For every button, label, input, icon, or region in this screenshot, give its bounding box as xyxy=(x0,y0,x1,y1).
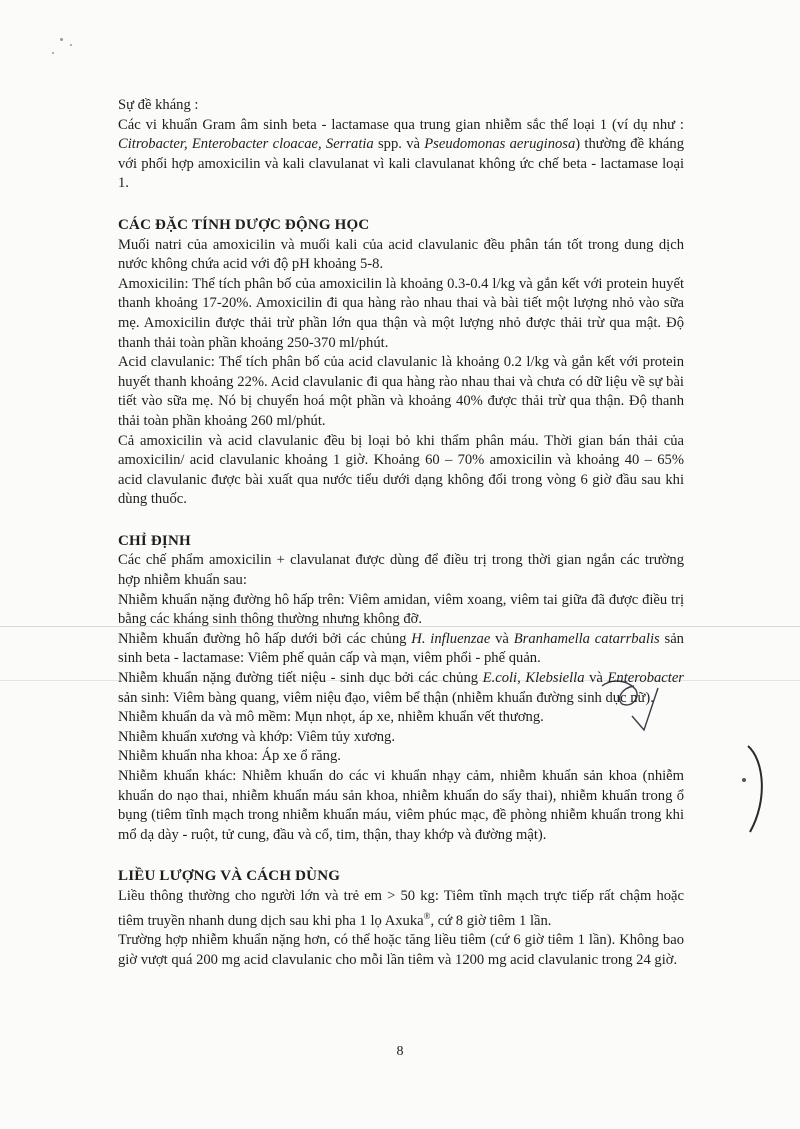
indication-dental: Nhiễm khuẩn nha khoa: Áp xe ổ răng. xyxy=(118,748,341,765)
pk-paragraph: Muối natri của amoxicilin và muối kali của acid clavulanic đều phân tán tốt trong dung dịch nước không chứa acid với độ pH khoảng 5-8. xyxy=(118,236,684,273)
dosage-paragraph: Liều thông thường cho người lớn và trẻ em > 50 kg: Tiêm tĩnh mạch trực tiếp rất chậm hoặc tiêm truyền nhanh dung dịch sau khi pha 1 lọ Axuka®, cứ 8 giờ tiêm 1 lần. xyxy=(118,887,684,929)
dosage-paragraph: Trường hợp nhiễm khuẩn nặng hơn, có thể hoặc tăng liều tiêm (cứ 6 giờ tiêm 1 lần). Không bao giờ vượt quá 200 mg acid clavulanic cho mỗi lần tiêm và 1200 mg acid clavulanic trong 24 giờ. xyxy=(118,932,684,968)
indication-urogenital: Nhiễm khuẩn nặng đường tiết niệu - sinh dục bởi các chủng E.coli, Klebsiella và Enterobacter sản sinh: Viêm bàng quang, viêm niệu đạo, viêm bể thận (nhiễm khuẩn đường sinh dục nữ). xyxy=(118,670,684,706)
scan-speck xyxy=(60,38,63,41)
pk-paragraph: Amoxicilin: Thể tích phân bố của amoxicilin là khoảng 0.3-0.4 l/kg và gắn kết với protein huyết thanh khoảng 17-20%. Amoxicilin đi qua hàng rào nhau thai và bài tiết một lượng nhỏ vào sữa mẹ. Amoxicilin được thải trừ phần lớn qua thận và một lượng nhỏ được thải trừ qua mật. Độ thanh thải toàn phần khoảng 250-370 ml/phút. xyxy=(118,275,684,351)
section-heading-dosage: LIỀU LƯỢNG VÀ CÁCH DÙNG xyxy=(118,868,341,885)
pk-paragraph: Cả amoxicilin và acid clavulanic đều bị loại bỏ khi thẩm phân máu. Thời gian bán thải của amoxicilin/ acid clavulanic khoảng 1 giờ. Khoảng 60 – 70% amoxicilin và khoảng 40 – 65% acid clavulanic được bài xuất qua nước tiểu dưới dạng không đổi trong vòng 6 giờ đầu sau khi dùng thuốc. xyxy=(118,432,684,508)
scan-speck xyxy=(52,52,54,54)
indication-upper-respiratory: Nhiễm khuẩn nặng đường hô hấp trên: Viêm amidan, viêm xoang, viêm tai giữa đã được điều trị bằng các kháng sinh thông thường nhưng không đỡ. xyxy=(118,591,684,628)
indication-skin: Nhiễm khuẩn da và mô mềm: Mụn nhọt, áp xe, nhiễm khuẩn vết thương. xyxy=(118,709,544,726)
indication-other: Nhiễm khuẩn khác: Nhiễm khuẩn do các vi khuẩn nhạy cảm, nhiễm khuẩn sản khoa (nhiễm khuẩn do nạo thai, nhiễm khuẩn máu sản khoa, nhiễm khuẩn do sẩy thai), nhiễm khuẩn trong ổ bụng (tiêm tĩnh mạch trong nhiễm khuẩn máu, viêm phúc mạc, đề phòng nhiễm khuẩn trong khi mổ dạ dày - ruột, tử cung, đầu và cổ, tim, thận, thay khớp và đường mật). xyxy=(118,768,684,843)
indications-intro: Các chế phẩm amoxicilin + clavulanat được dùng để điều trị trong thời gian ngắn các trường hợp nhiễm khuẩn sau: xyxy=(118,552,684,589)
resistance-title: Sự đề kháng : xyxy=(118,97,199,113)
page-number: 8 xyxy=(396,1044,404,1059)
section-heading-pharmacokinetics: CÁC ĐẶC TÍNH DƯỢC ĐỘNG HỌC xyxy=(118,216,370,233)
document-page xyxy=(118,96,684,970)
scan-speck xyxy=(70,44,72,46)
indication-lower-respiratory: Nhiễm khuẩn đường hô hấp dưới bởi các chủng H. influenzae và Branhamella catarrbalis sản sinh beta - lactamase: Viêm phế quản cấp và mạn, viêm phổi - phế quản. xyxy=(118,630,684,667)
pk-paragraph: Acid clavulanic: Thể tích phân bố của acid clavulanic là khoảng 0.2 l/kg và gắn kết với protein huyết thanh khoảng 22%. Acid clavulanic đi qua hàng rào nhau thai và chưa có dữ liệu về sự bài tiết vào sữa mẹ. Nó bị chuyển hoá một phần và khoảng 40% được thải trừ qua thận. Độ thanh thải toàn phần khoảng 260 ml/phút. xyxy=(118,354,684,429)
resistance-paragraph: Các vi khuẩn Gram âm sinh beta - lactamase qua trung gian nhiễm sắc thể loại 1 (ví dụ như : Citrobacter, Enterobacter cloacae, Serratia spp. và Pseudomonas aeruginosa) thường đề kháng với phối hợp amoxicilin và kali clavulanat vì kali clavulanat không ức chế beta - lactamase loại 1. xyxy=(118,116,684,192)
section-heading-indications: CHỈ ĐỊNH xyxy=(118,532,191,549)
handwritten-bracket-mark xyxy=(738,740,778,840)
indication-bone: Nhiễm khuẩn xương và khớp: Viêm tủy xương. xyxy=(118,728,395,745)
